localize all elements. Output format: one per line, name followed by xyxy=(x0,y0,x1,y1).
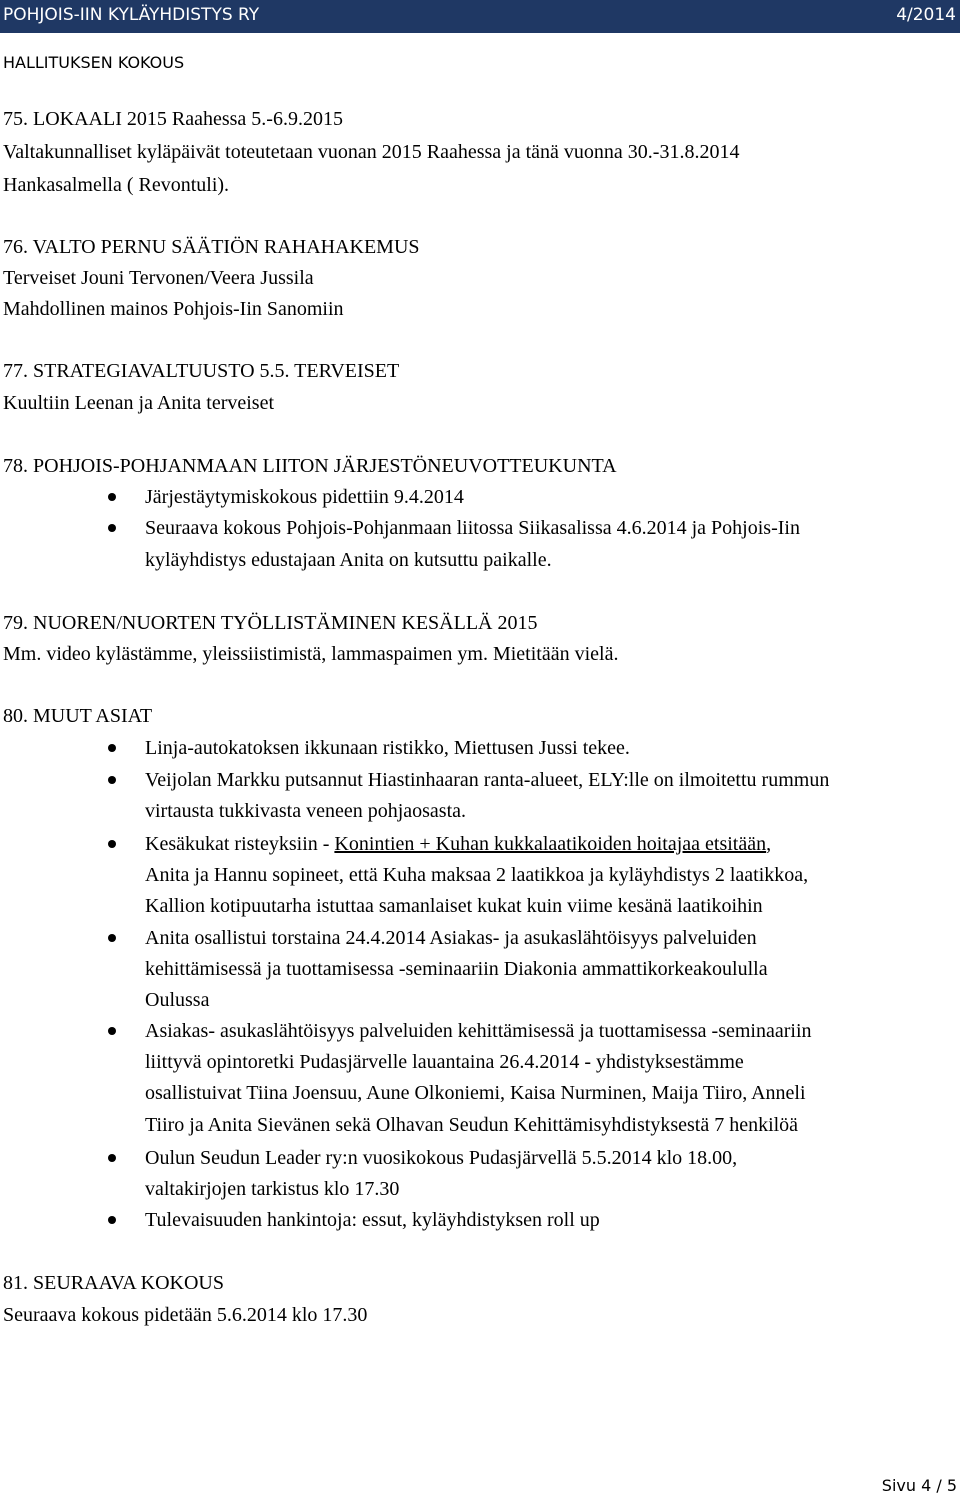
meeting-number: 4/2014 xyxy=(896,5,956,25)
section-78-title: 78. POHJOIS-POHJANMAAN LIITON JÄRJESTÖNEUVOTTEUKUNTA xyxy=(3,455,617,477)
underlined-text: Konintien + Kuhan kukkalaatikoiden hoitajaa etsitään xyxy=(334,833,767,855)
bullet-text: Kesäkukat risteyksiin - xyxy=(145,833,335,855)
section-78-bullet-cont: kyläyhdistys edustajaan Anita on kutsuttu paikalle. xyxy=(145,549,552,571)
section-75-text: Valtakunnalliset kyläpäivät toteutetaan vuonan 2015 Raahessa ja tänä vuonna 30.-31.8.2014 xyxy=(3,141,740,163)
section-79-title: 79. NUOREN/NUORTEN TYÖLLISTÄMINEN KESÄLLÄ 2015 xyxy=(3,612,538,634)
section-80-bullet-cont: Tiiro ja Anita Sievänen sekä Olhavan Seudun Kehittämisyhdistyksestä 7 henkilöä xyxy=(145,1114,799,1136)
section-80-bullet: Tulevaisuuden hankintoja: essut, kyläyhdistyksen roll up xyxy=(145,1209,600,1231)
section-80-bullet-cont: virtausta tukkivasta veneen pohjaosasta. xyxy=(145,800,467,822)
section-78-bullet: Järjestäytymiskokous pidettiin 9.4.2014 xyxy=(145,486,464,508)
section-80-bullet-cont: valtakirjojen tarkistus klo 17.30 xyxy=(145,1178,400,1200)
bullet-icon xyxy=(108,840,116,848)
bullet-icon xyxy=(108,744,116,752)
bullet-icon xyxy=(108,776,116,784)
meeting-title: HALLITUKSEN KOKOUS xyxy=(3,53,185,72)
section-76-text: Mahdollinen mainos Pohjois-Iin Sanomiin xyxy=(3,298,344,320)
section-76-text: Terveiset Jouni Tervonen/Veera Jussila xyxy=(3,267,314,289)
section-80-bullet-cont: liittyvä opintoretki Pudasjärvelle lauantaina 26.4.2014 - yhdistyksestämme xyxy=(145,1051,744,1073)
organization-name: POHJOIS-IIN KYLÄYHDISTYS RY xyxy=(3,5,260,25)
section-75-text: Hankasalmella ( Revontuli). xyxy=(3,174,230,196)
bullet-text: , xyxy=(766,833,772,855)
header-bar xyxy=(0,0,960,33)
section-80-bullet-cont: Oulussa xyxy=(145,989,210,1011)
bullet-icon xyxy=(108,1027,116,1035)
section-79-text: Mm. video kylästämme, yleissiistimistä, lammaspaimen ym. Mietitään vielä. xyxy=(3,643,619,665)
bullet-icon xyxy=(108,524,116,532)
section-80-bullet: Anita osallistui torstaina 24.4.2014 Asiakas- ja asukaslähtöisyys palveluiden xyxy=(145,927,757,949)
bullet-icon xyxy=(108,1216,116,1224)
section-78-bullet: Seuraava kokous Pohjois-Pohjanmaan liitossa Siikasalissa 4.6.2014 ja Pohjois-Iin xyxy=(145,517,800,539)
section-80-bullet: Oulun Seudun Leader ry:n vuosikokous Pudasjärvellä 5.5.2014 klo 18.00, xyxy=(145,1147,738,1169)
section-77-text: Kuultiin Leenan ja Anita terveiset xyxy=(3,392,275,414)
section-81-title: 81. SEURAAVA KOKOUS xyxy=(3,1272,224,1294)
bullet-icon xyxy=(108,1154,116,1162)
section-80-bullet-cont: osallistuivat Tiina Joensuu, Aune Olkoniemi, Kaisa Nurminen, Maija Tiiro, Anneli xyxy=(145,1082,806,1104)
section-80-title: 80. MUUT ASIAT xyxy=(3,705,153,727)
section-75-title: 75. LOKAALI 2015 Raahessa 5.-6.9.2015 xyxy=(3,108,343,130)
section-80-bullet: Linja-autokatoksen ikkunaan ristikko, Miettusen Jussi tekee. xyxy=(145,737,630,759)
section-80-bullet-cont: kehittämisessä ja tuottamisessa -seminaariin Diakonia ammattikorkeakoululla xyxy=(145,958,768,980)
page-number: Sivu 4 / 5 xyxy=(881,1476,957,1495)
section-80-bullet: Asiakas- asukaslähtöisyys palveluiden kehittämisessä ja tuottamisessa -seminaariin xyxy=(145,1020,812,1042)
section-80-bullet-cont: Kallion kotipuutarha istuttaa samanlaiset kukat kuin viime kesänä laatikoihin xyxy=(145,895,763,917)
section-80-bullet-cont: Anita ja Hannu sopineet, että Kuha maksaa 2 laatikkoa ja kyläyhdistys 2 laatikkoa, xyxy=(145,864,809,886)
section-80-bullet: Veijolan Markku putsannut Hiastinhaaran ranta-alueet, ELY:lle on ilmoitettu rummun xyxy=(145,769,830,791)
bullet-icon xyxy=(108,934,116,942)
section-80-bullet xyxy=(145,832,771,856)
section-77-title: 77. STRATEGIAVALTUUSTO 5.5. TERVEISET xyxy=(3,360,400,382)
bullet-icon xyxy=(108,493,116,501)
section-76-title: 76. VALTO PERNU SÄÄTIÖN RAHAHAKEMUS xyxy=(3,236,420,258)
section-81-text: Seuraava kokous pidetään 5.6.2014 klo 17.30 xyxy=(3,1304,368,1326)
